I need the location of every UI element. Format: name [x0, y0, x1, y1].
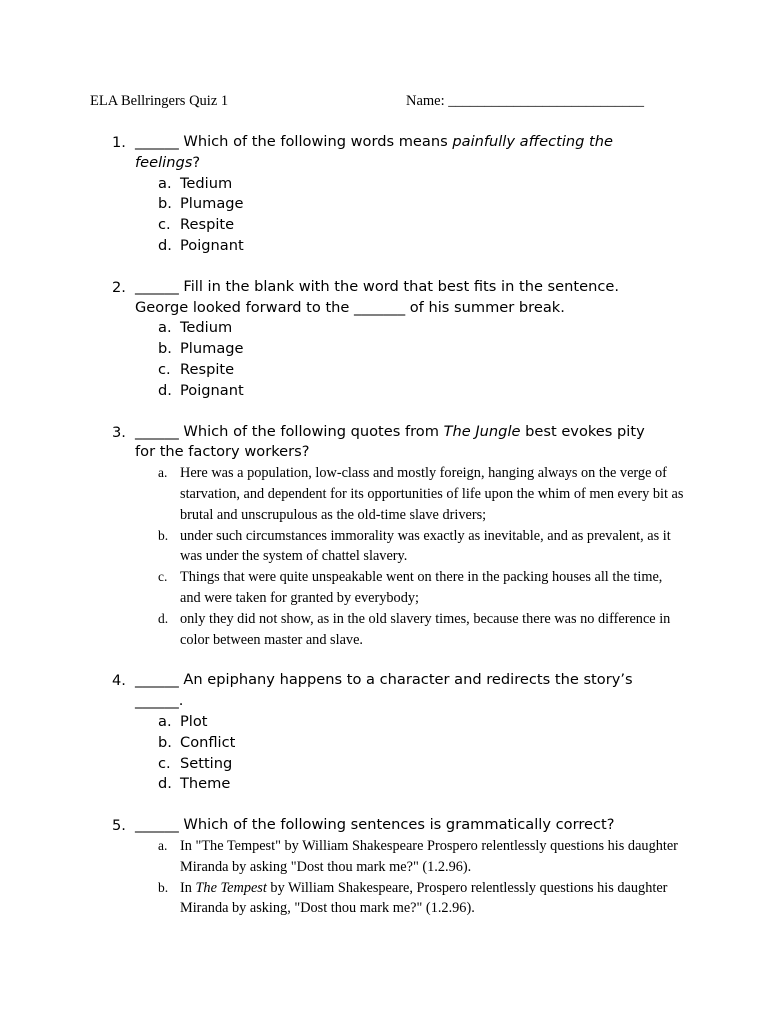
- option-b: [0, 526, 671, 568]
- question-text-italic: painfully affecting the feelings: [135, 133, 613, 171]
- option-letter: c.: [158, 360, 171, 378]
- question-text-part: Which of the following words means: [178, 133, 453, 150]
- question-text: [135, 815, 645, 836]
- question-3: [0, 422, 768, 651]
- option-text-italic: The Tempest: [195, 879, 267, 896]
- option-b: [0, 733, 768, 754]
- question-number: 1.: [112, 134, 126, 151]
- question-text-part: best evokes pity for the factory workers?: [135, 422, 645, 461]
- option-c: [0, 215, 768, 236]
- option-letter: c.: [158, 569, 168, 585]
- option-text: In "The Tempest" by William Shakespeare Prospero relentlessly questions his daughter Miranda by asking "Dost thou mark me?" (1.2.96).: [180, 837, 678, 875]
- question-4: [0, 670, 768, 795]
- option-letter: b.: [158, 340, 172, 358]
- option-letter: b.: [158, 879, 169, 895]
- option-d: [0, 609, 671, 651]
- option-letter: d.: [158, 381, 172, 399]
- option-letter: a.: [158, 837, 168, 853]
- option-list: [0, 174, 768, 257]
- option-text: Tedium: [180, 319, 233, 337]
- option-text-part: by William Shakespeare, Prospero relentlessly questions his daughter Miranda by asking, "Dost thou mark me?" (1.2.96).: [180, 879, 668, 917]
- option-text: Poignant: [180, 381, 244, 399]
- option-list: [0, 318, 768, 401]
- question-5: [0, 815, 768, 919]
- option-a: [0, 836, 678, 878]
- question-text-part: Which of the following quotes from: [178, 422, 444, 440]
- option-text: Respite: [180, 216, 235, 234]
- answer-blank: ______: [135, 671, 179, 689]
- question-number: 5.: [112, 817, 126, 835]
- option-letter: b.: [158, 527, 169, 543]
- option-letter: d.: [158, 236, 172, 254]
- option-letter: c.: [158, 216, 171, 234]
- option-d: [0, 381, 768, 402]
- option-letter: b.: [158, 733, 172, 751]
- option-text: Conflict: [180, 733, 236, 751]
- option-text: Setting: [180, 754, 233, 772]
- option-text: Plumage: [180, 195, 244, 213]
- answer-blank: ______: [135, 277, 179, 295]
- option-letter: a.: [158, 465, 168, 481]
- option-text-part: In: [180, 879, 196, 896]
- option-letter: d.: [158, 610, 169, 626]
- question-text: [135, 670, 645, 712]
- option-text: Tedium: [180, 174, 233, 192]
- option-b: [0, 339, 768, 360]
- option-b: [0, 194, 768, 215]
- option-a: [0, 712, 768, 733]
- question-number: 2.: [112, 278, 126, 296]
- option-list: [0, 712, 768, 795]
- question-text: [135, 277, 645, 319]
- option-letter: b.: [158, 195, 172, 213]
- question-text-italic: The Jungle: [443, 422, 521, 440]
- question-number: 3.: [112, 423, 126, 441]
- option-text: Plumage: [180, 340, 244, 358]
- option-d: [0, 236, 768, 257]
- option-text: Things that were quite unspeakable went on there in the packing houses all the time, and were taken for granted by everybody;: [180, 569, 663, 606]
- option-text: under such circumstances immorality was exactly as inevitable, and as prevalent, as it was under the system of chattel slavery.: [180, 527, 671, 565]
- option-text: Theme: [180, 775, 231, 793]
- option-b: [0, 878, 668, 920]
- option-text: only they did not show, as in the old slavery times, because there was no difference in color between master and slave.: [180, 610, 671, 648]
- option-text: Here was a population, low-class and mostly foreign, hanging always on the verge of starvation, and dependent for its opportunities of life upon the whim of men every bit as brutal and unscrupulous as the old-time slave drivers;: [180, 465, 684, 523]
- option-c: [0, 754, 768, 775]
- quiz-title: ELA Bellringers Quiz 1: [90, 93, 229, 109]
- option-letter: a.: [158, 319, 172, 337]
- answer-blank: ______: [135, 422, 179, 440]
- option-text: [180, 878, 685, 920]
- option-list: [0, 463, 768, 650]
- question-text-part: Which of the following sentences is grammatically correct?: [178, 816, 615, 834]
- question-number: 4.: [112, 672, 126, 690]
- option-a: [0, 318, 768, 339]
- option-a: [0, 174, 768, 195]
- question-text-part: Fill in the blank with the word that best fits in the sentence. George looked forward to the _______ of his summer break.: [135, 277, 619, 316]
- question-list: [0, 132, 768, 939]
- quiz-header: [90, 93, 690, 113]
- answer-blank: ______: [135, 816, 179, 834]
- name-field-label: Name: ___________________________: [406, 93, 645, 109]
- option-letter: a.: [158, 174, 172, 192]
- question-text-part: ?: [192, 153, 201, 171]
- option-letter: a.: [158, 712, 172, 730]
- option-letter: c.: [158, 754, 171, 772]
- question-1: [0, 132, 768, 257]
- answer-blank: ______: [135, 133, 179, 150]
- option-list: [0, 836, 768, 919]
- option-text: Poignant: [180, 236, 244, 254]
- question-text: [135, 132, 645, 174]
- question-text: [135, 422, 645, 464]
- option-text: Plot: [180, 712, 208, 730]
- option-c: [0, 567, 663, 609]
- option-d: [0, 774, 768, 795]
- question-2: [0, 277, 768, 402]
- question-text-part: An epiphany happens to a character and redirects the story’s ______.: [135, 671, 633, 710]
- option-text: Respite: [180, 360, 235, 378]
- option-letter: d.: [158, 775, 172, 793]
- option-c: [0, 360, 768, 381]
- option-a: [0, 463, 684, 525]
